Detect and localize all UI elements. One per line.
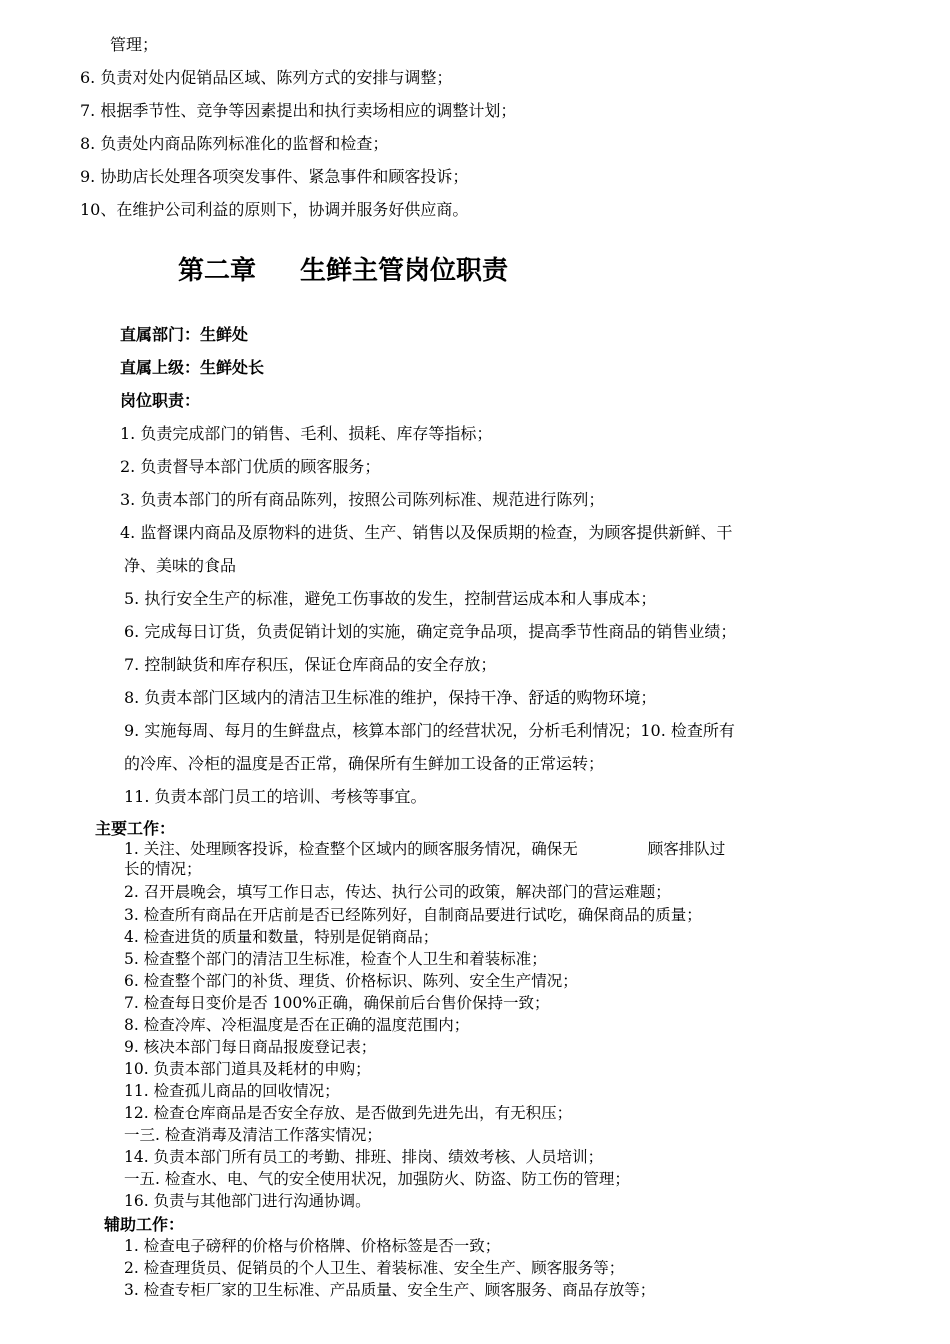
duty-item: 11. 负责本部门员工的培训、考核等事宜。 [124,787,427,806]
main-work-item: 2. 召开晨晚会，填写工作日志，传达、执行公司的政策，解决部门的营运难题； [124,883,671,901]
aux-work-item: 2. 检查理货员、促销员的个人卫生、着装标准、安全生产、顾客服务等； [124,1259,625,1277]
aux-work-heading: 辅助工作： [104,1215,185,1234]
intro-item-6: 6. 负责对处内促销品区域、陈列方式的安排与调整； [80,68,453,87]
superior-line: 直属上级：生鲜处长 [120,358,265,377]
duty-item: 2. 负责督导本部门优质的顾客服务； [120,457,381,476]
intro-continuation: 管理； [110,35,159,54]
department-line: 直属部门：生鲜处 [120,325,249,344]
intro-item-8: 8. 负责处内商品陈列标准化的监督和检查； [80,134,389,153]
duty-item: 8. 负责本部门区域内的清洁卫生标准的维护，保持干净、舒适的购物环境； [124,688,657,707]
duty-item: 6. 完成每日订货，负责促销计划的实施，确定竞争品项，提高季节性商品的销售业绩； [124,622,737,641]
chapter-number: 第二章 [178,256,257,286]
main-work-item: 16. 负责与其他部门进行沟通协调。 [124,1192,371,1210]
main-work-item: 5. 检查整个部门的清洁卫生标准，检查个人卫生和着装标准； [124,950,547,968]
main-work-item: 一五. 检查水、电、气的安全使用状况，加强防火、防盗、防工伤的管理； [124,1170,630,1188]
main-work-item-continuation: 长的情况； [124,860,202,878]
main-work-item: 8. 检查冷库、冷柜温度是否在正确的温度范围内； [124,1016,470,1034]
duty-item-continuation: 的冷库、冷柜的温度是否正常，确保所有生鲜加工设备的正常运转； [124,754,605,773]
chapter-title: 生鲜主管岗位职责 [300,256,509,286]
main-work-item: 12. 检查仓库商品是否安全存放、是否做到先进先出，有无积压； [124,1104,573,1122]
duty-item: 1. 负责完成部门的销售、毛利、损耗、库存等指标； [120,424,493,443]
duty-item: 7. 控制缺货和库存积压，保证仓库商品的安全存放； [124,655,497,674]
intro-item-10: 10、在维护公司利益的原则下，协调并服务好供应商。 [80,200,469,219]
main-work-item: 11. 检查孤儿商品的回收情况； [124,1082,340,1100]
intro-item-9: 9. 协助店长处理各项突发事件、紧急事件和顾客投诉； [80,167,469,186]
main-work-item: 14. 负责本部门所有员工的考勤、排班、排岗、绩效考核、人员培训； [124,1148,604,1166]
main-work-item: 10. 负责本部门道具及耗材的申购； [124,1060,371,1078]
duties-heading: 岗位职责： [120,391,201,410]
duty-item: 3. 负责本部门的所有商品陈列，按照公司陈列标准、规范进行陈列； [120,490,605,509]
main-work-item: 一三. 检查消毒及清洁工作落实情况； [124,1126,382,1144]
main-work-item: 7. 检查每日变价是否 100%正确，确保前后台售价保持一致； [124,994,550,1012]
intro-item-7: 7. 根据季节性、竞争等因素提出和执行卖场相应的调整计划； [80,101,517,120]
main-work-item: 4. 检查进货的质量和数量，特别是促销商品； [124,928,439,946]
duty-item: 9. 实施每周、每月的生鲜盘点，核算本部门的经营状况，分析毛利情况；10. 检查所有 [124,721,735,740]
main-work-heading: 主要工作： [95,819,176,838]
main-work-item: 1. 关注、处理顾客投诉，检查整个区域内的顾客服务情况，确保无 顾客排队过 [124,840,726,858]
duty-item-continuation: 净、美味的食品 [124,556,237,575]
aux-work-item: 1. 检查电子磅秤的价格与价格牌、价格标签是否一致； [124,1237,501,1255]
main-work-item: 6. 检查整个部门的补货、理货、价格标识、陈列、安全生产情况； [124,972,578,990]
duty-item: 4. 监督课内商品及原物料的进货、生产、销售以及保质期的检查，为顾客提供新鲜、干 [120,523,733,542]
main-work-item: 3. 检查所有商品在开店前是否已经陈列好，自制商品要进行试吃，确保商品的质量； [124,906,702,924]
main-work-item: 9. 核决本部门每日商品报废登记表； [124,1038,377,1056]
duty-item: 5. 执行安全生产的标准，避免工伤事故的发生，控制营运成本和人事成本； [124,589,657,608]
chapter-heading [178,255,508,287]
aux-work-item: 3. 检查专柜厂家的卫生标准、产品质量、安全生产、顾客服务、商品存放等； [124,1281,656,1299]
